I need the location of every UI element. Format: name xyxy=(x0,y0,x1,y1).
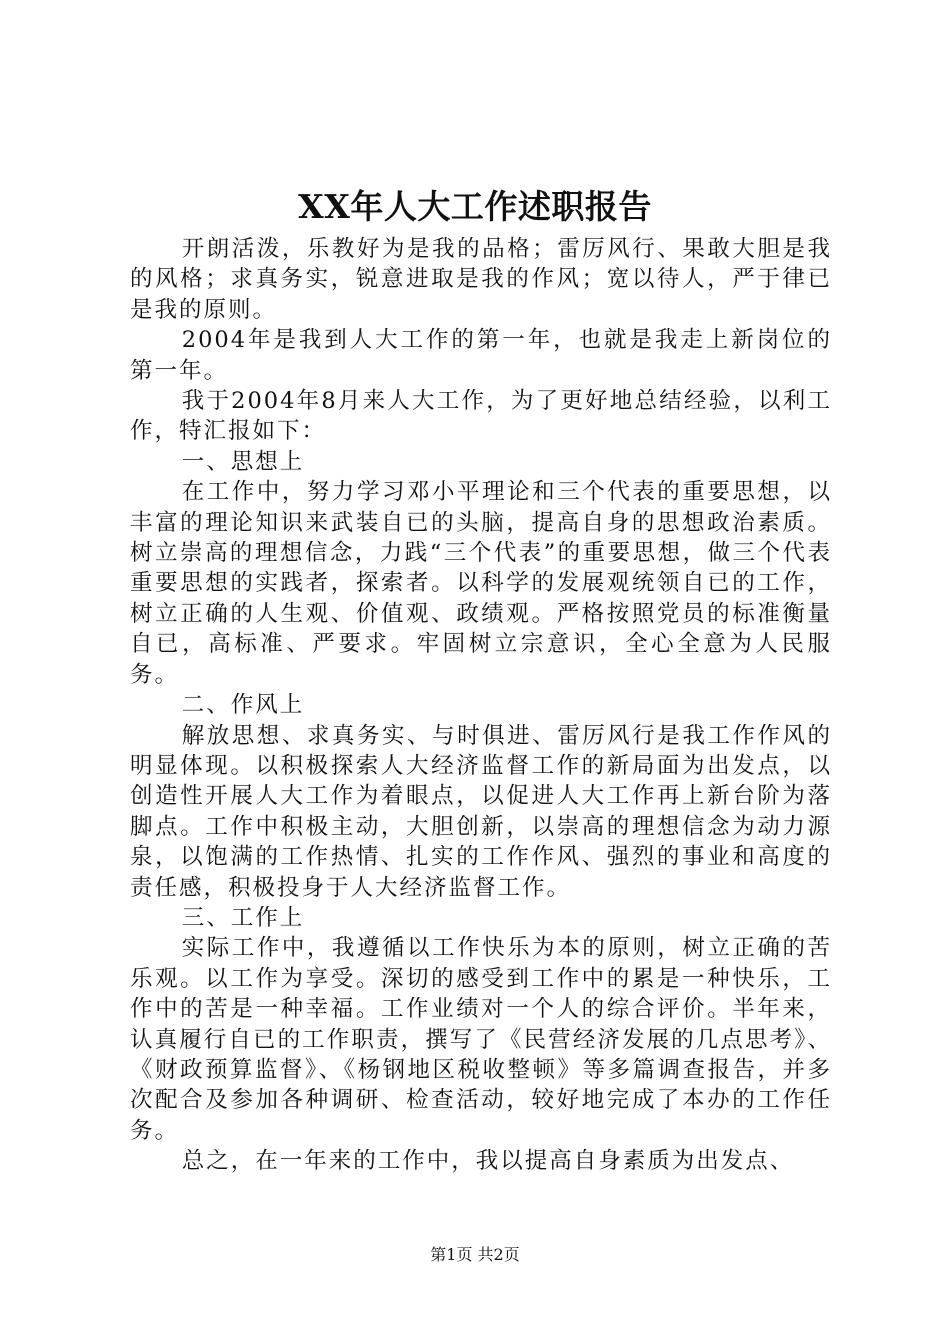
paragraph-summary: 总之，在一年来的工作中，我以提高自身素质为出发点、 xyxy=(181,1148,795,1175)
paragraph-first-year: 2004年是我到人大工作的第一年，也就是我走上新岗位的第一年。 xyxy=(130,327,832,384)
section-heading-thought: 一、思想上 xyxy=(181,448,305,475)
page-indicator: 第1页 共2页 xyxy=(430,1245,520,1264)
paragraph-intro: 开朗活泼，乐教好为是我的品格；雷厉风行、果敢大胆是我的风格；求真务实，锐意进取是我的作风；宽以待人，严于律已是我的原则。 xyxy=(130,236,832,323)
paragraph-style: 解放思想、求真务实、与时俱进、雷厉风行是我工作作风的明显体现。以积极探索人大经济监督工作的新局面为出发点，以创造性开展人大工作为着眼点，以促进人大工作再上新台阶为落脚点。工作中积极主动，大胆创新，以崇高的理想信念为动力源泉，以饱满的工作热情、扎实的工作作风、强烈的事业和高度的责任感，积极投身于人大经济监督工作。 xyxy=(130,722,832,901)
section-heading-style: 二、作风上 xyxy=(181,692,305,719)
document-body xyxy=(130,234,832,1177)
paragraph-report-lead: 我于2004年8月来人大工作，为了更好地总结经验，以利工作，特汇报如下： xyxy=(130,388,832,445)
section-heading-work: 三、工作上 xyxy=(181,904,305,931)
paragraph-thought: 在工作中，努力学习邓小平理论和三个代表的重要思想，以丰富的理论知识来武装自已的头脑，提高自身的思想政治素质。树立崇高的理想信念，力践“三个代表”的重要思想，做三个代表重要思想的实践者，探索者。以科学的发展观统领自已的工作，树立正确的人生观、价值观、政绩观。严格按照党员的标准衡量自已，高标准、严要求。牢固树立宗意识，全心全意为人民服务。 xyxy=(130,479,832,688)
document-title: XX年人大工作述职报告 xyxy=(298,187,652,226)
paragraph-work: 实际工作中，我遵循以工作快乐为本的原则，树立正确的苦乐观。以工作为享受。深切的感受到工作中的累是一种快乐，工作中的苦是一种幸福。工作业绩对一个人的综合评价。半年来，认真履行自已的工作职责，撰写了《民营经济发展的几点思考》、《财政预算监督》、《杨钢地区税收整顿》等多篇调查报告，并多次配合及参加各种调研、检查活动，较好地完成了本办的工作任务。 xyxy=(130,935,832,1144)
